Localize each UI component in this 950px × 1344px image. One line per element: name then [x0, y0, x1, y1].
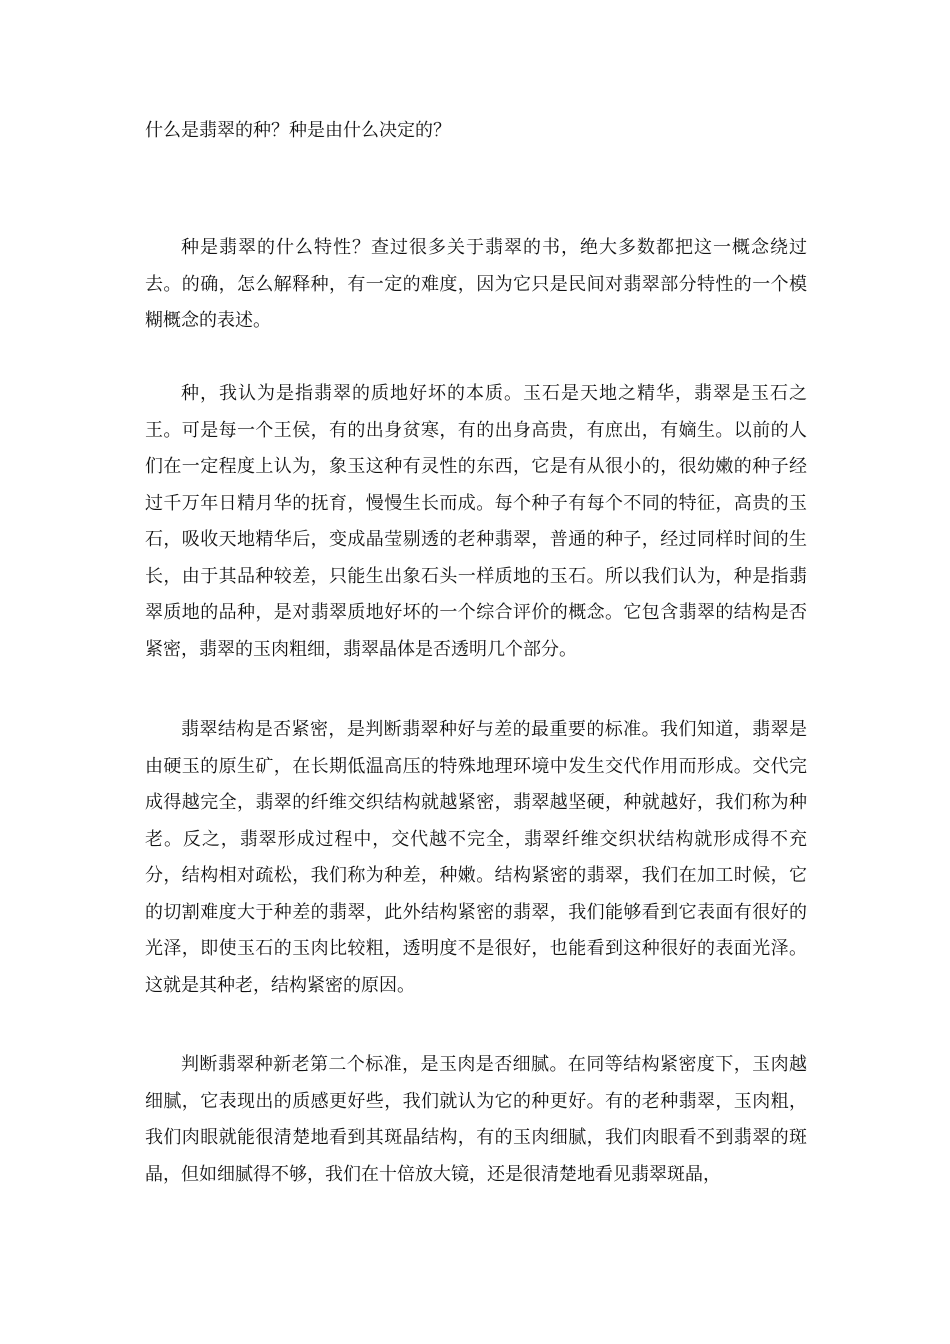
- document-title: 什么是翡翠的种？种是由什么决定的？: [145, 120, 451, 141]
- paragraph-meaning-of-zhong: 种，我认为是指翡翠的质地好坏的本质。玉石是天地之精华，翡翠是玉石之王。可是每一个王侯，有的出身贫寒，有的出身高贵，有庶出，有嫡生。以前的人们在一定程度上认为，象玉这种有灵性的东西，它是有从很小的，很幼嫩的种子经过千万年日精月华的抚育，慢慢生长而成。每个种子有每个不同的特征，高贵的玉石，吸收天地精华后，变成晶莹剔透的老种翡翠，普通的种子，经过同样时间的生长，由于其品种较差，只能生出象石头一样质地的玉石。所以我们认为，种是指翡翠质地的品种，是对翡翠质地好坏的一个综合评价的概念。它包含翡翠的结构是否紧密，翡翠的玉肉粗细，翡翠晶体是否透明几个部分。: [145, 383, 807, 660]
- paragraph-texture-fineness: 判断翡翠种新老第二个标准，是玉肉是否细腻。在同等结构紧密度下，玉肉越细腻，它表现出的质感更好些，我们就认为它的种更好。有的老种翡翠，玉肉粗，我们肉眼就能很清楚地看到其斑晶结构，有的玉肉细腻，我们肉眼看不到翡翠的斑晶，但如细腻得不够，我们在十倍放大镜，还是很清楚地看见翡翠斑晶，: [145, 1054, 807, 1185]
- paragraph-structure-density: 翡翠结构是否紧密，是判断翡翠种好与差的最重要的标准。我们知道，翡翠是由硬玉的原生矿，在长期低温高压的特殊地理环境中发生交代作用而形成。交代完成得越完全，翡翠的纤维交织结构就越紧密，翡翠越坚硬，种就越好，我们称为种老。反之，翡翠形成过程中，交代越不完全，翡翠纤维交织状结构就形成得不充分，结构相对疏松，我们称为种差，种嫩。结构紧密的翡翠，我们在加工时候，它的切割难度大于种差的翡翠，此外结构紧密的翡翠，我们能够看到它表面有很好的光泽，即使玉石的玉肉比较粗，透明度不是很好，也能看到这种很好的表面光泽。这就是其种老，结构紧密的原因。: [145, 719, 807, 996]
- paragraph-definition: 种是翡翠的什么特性？查过很多关于翡翠的书，绝大多数都把这一概念绕过去。的确，怎么解释种，有一定的难度，因为它只是民间对翡翠部分特性的一个模糊概念的表述。: [145, 237, 807, 331]
